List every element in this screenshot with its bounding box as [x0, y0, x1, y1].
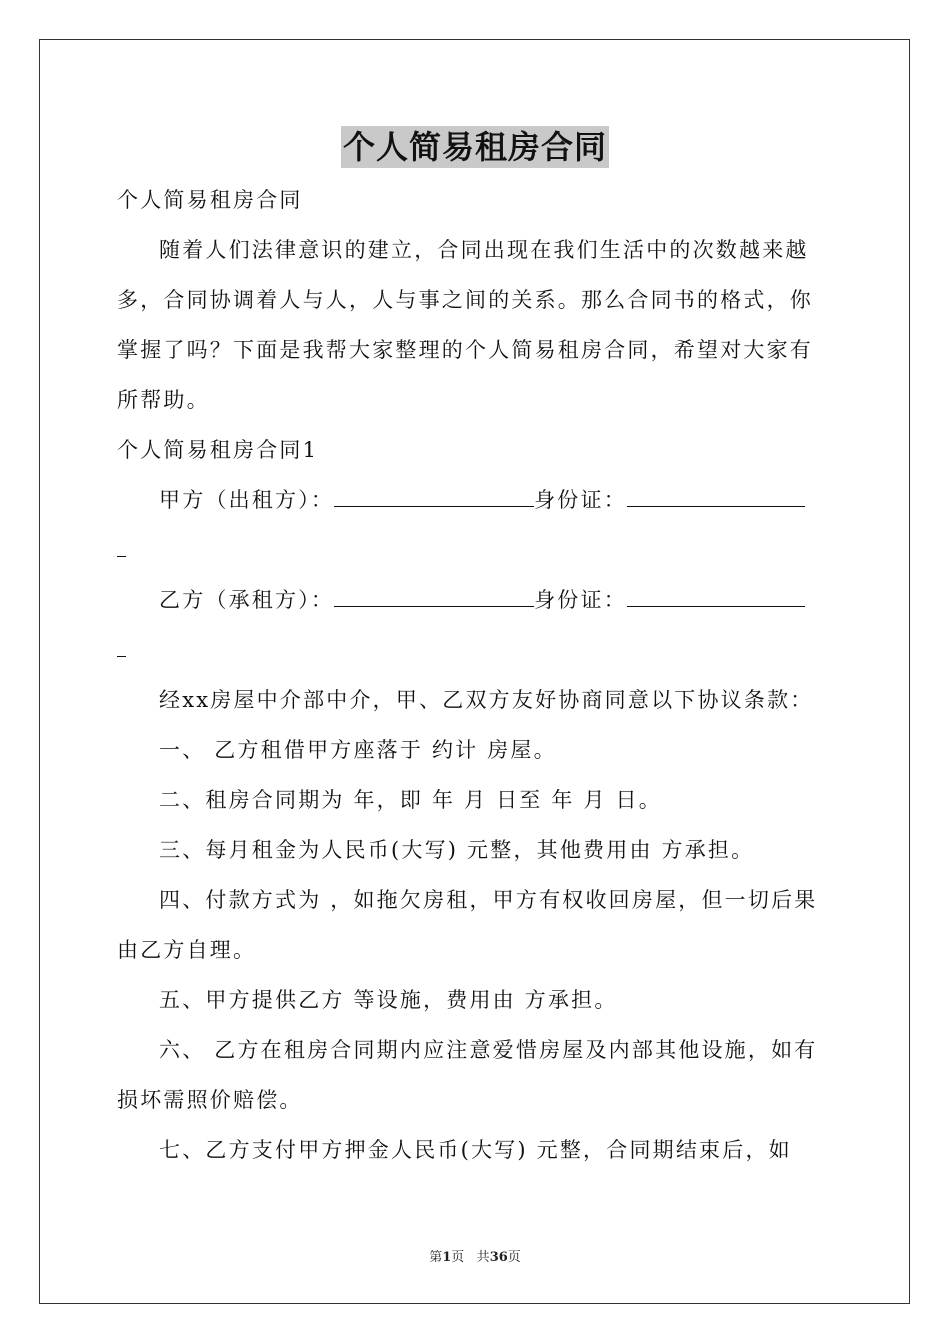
party-b-tail-blank: [117, 633, 126, 657]
section-heading: 个人简易租房合同1: [117, 438, 319, 462]
clause-3: 三、每月租金为人民币(大写) 元整，其他费用由 方承担。: [159, 838, 755, 862]
footer-total-pages: 36: [489, 1250, 508, 1265]
party-b-id-blank: [627, 583, 805, 607]
agreement-line: 经xx房屋中介部中介，甲、乙双方友好协商同意以下协议条款：: [159, 688, 814, 712]
document-title: 个人简易租房合同: [342, 128, 607, 166]
party-b-name-blank: [334, 583, 534, 607]
party-a-id-label: 身份证：: [534, 488, 627, 512]
party-b-line-tail: [117, 625, 833, 675]
party-a-id-blank: [627, 483, 805, 507]
clause-2: 二、租房合同期为 年，即 年 月 日至 年 月 日。: [159, 788, 662, 812]
party-a-name-blank: [334, 483, 534, 507]
title-container: [0, 126, 950, 168]
party-a-line-tail: [117, 525, 833, 575]
party-b-id-label: 身份证：: [534, 588, 627, 612]
document-subtitle: 个人简易租房合同: [117, 188, 303, 212]
footer-page-suffix: 页: [451, 1250, 465, 1265]
clause-5: 五、甲方提供乙方 等设施，费用由 方承担。: [159, 988, 618, 1012]
party-a-tail-blank: [117, 533, 126, 557]
clause-4: 四、付款方式为 ，如拖欠房租，甲方有权收回房屋，但一切后果由乙方自理。: [117, 888, 818, 962]
party-b-line: [117, 575, 833, 625]
party-a-label: 甲方（出租方）：: [159, 488, 335, 512]
footer-page-prefix: 第: [429, 1250, 443, 1265]
intro-paragraph: 随着人们法律意识的建立，合同出现在我们生活中的次数越来越多，合同协调着人与人，人与事之间的关系。那么合同书的格式，你掌握了吗？下面是我帮大家整理的个人简易租房合同，希望对大家有所帮助。: [117, 238, 813, 412]
page-footer: [0, 1246, 950, 1265]
footer-total-suffix: 页: [507, 1250, 521, 1265]
party-a-line: [117, 475, 833, 525]
party-b-label: 乙方（承租方）：: [159, 588, 335, 612]
footer-total-prefix: 共: [476, 1250, 490, 1265]
document-body: [117, 175, 833, 1175]
clause-7: 七、乙方支付甲方押金人民币(大写) 元整，合同期结束后，如: [159, 1138, 792, 1162]
clause-6: 六、 乙方在租房合同期内应注意爱惜房屋及内部其他设施，如有损坏需照价赔偿。: [117, 1038, 818, 1112]
footer-page-number: 1: [442, 1250, 452, 1265]
clause-1: 一、 乙方租借甲方座落于 约计 房屋。: [159, 738, 557, 762]
